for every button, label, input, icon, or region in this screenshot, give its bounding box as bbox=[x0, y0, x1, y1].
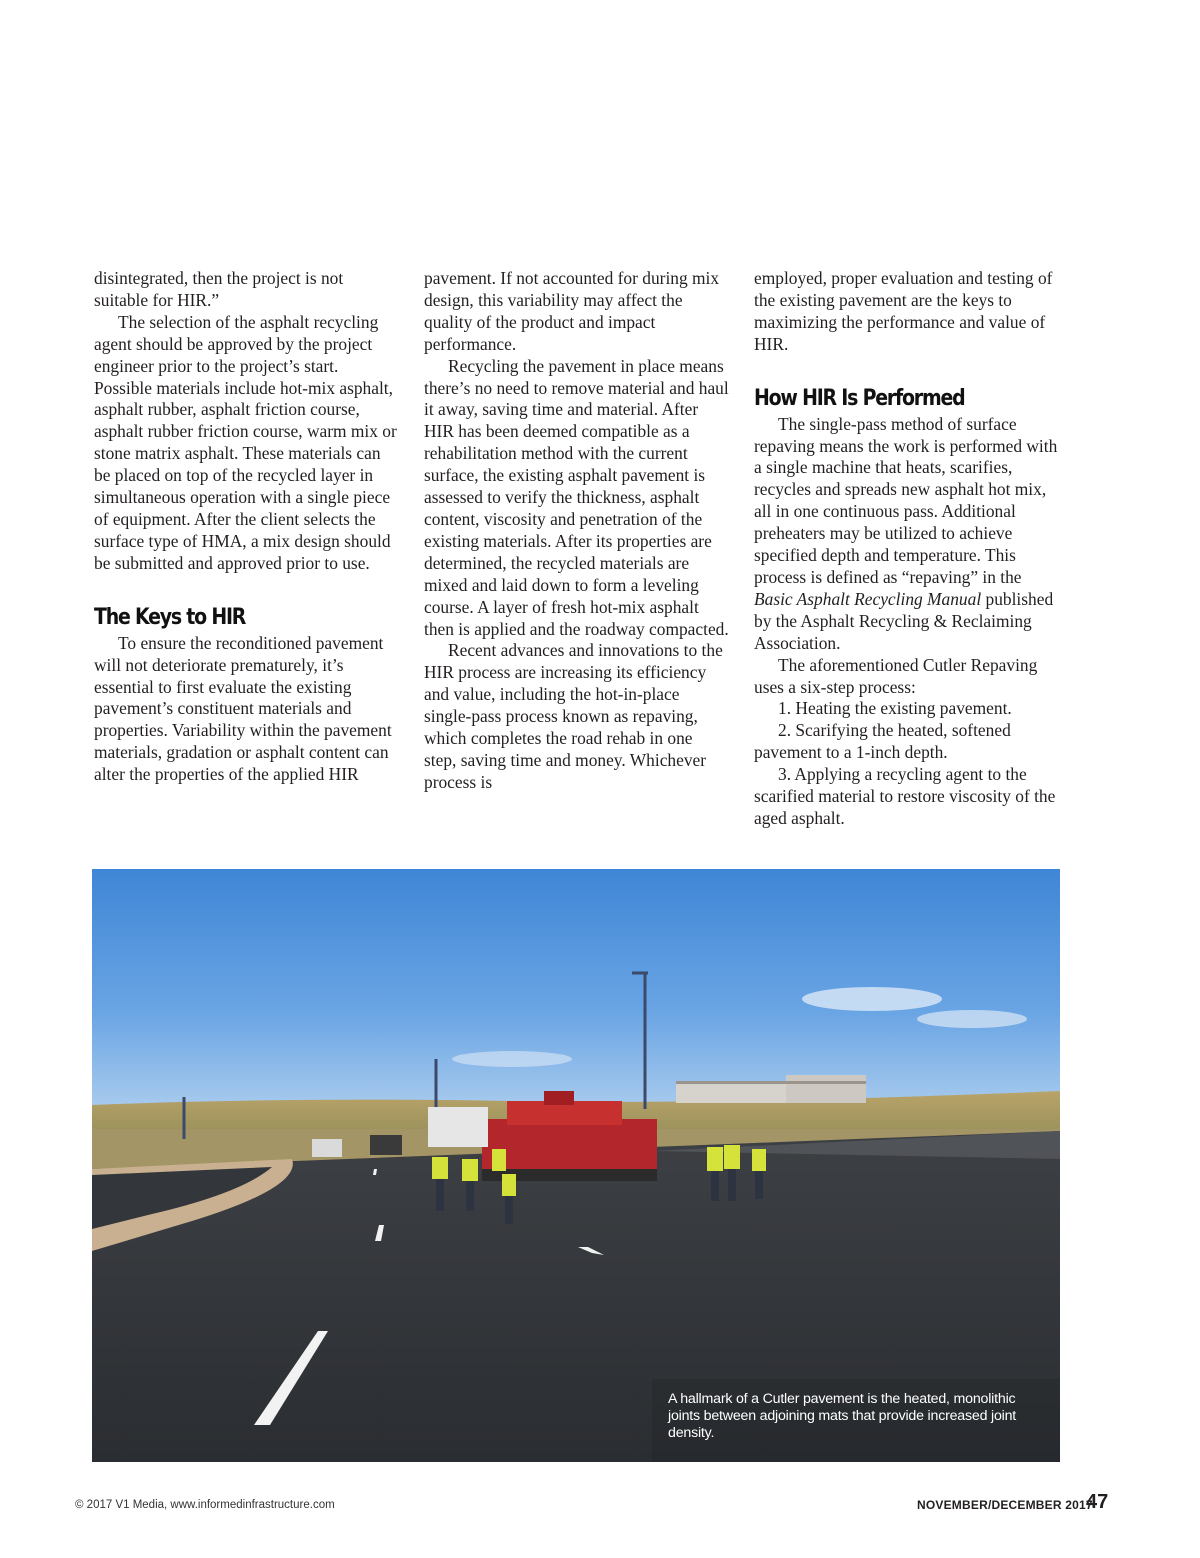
step-2: 2. Scarifying the heated, softened pavement to a 1-inch depth. bbox=[754, 720, 1011, 763]
paragraph: To ensure the reconditioned pavement will not deteriorate prematurely, it’s essential to first evaluate the existing pavement’s constituent materials and properties. Variability within the pavement materials, gradation or asphalt content can alter the properties of the applied HIR bbox=[94, 632, 392, 785]
cloud bbox=[802, 987, 942, 1011]
text-column-1 bbox=[94, 268, 399, 786]
paragraph: Recycling the pavement in place means there’s no need to remove material and haul it away, saving time and material. After HIR has been deemed compatible as a rehabilitation method with the current surface, the existing asphalt pavement is assessed to verify the thickness, asphalt content, viscosity and penetration of the existing materials. After its properties are determined, the recycled materials are mixed and laid down to form a leveling course. A layer of fresh hot-mix asphalt then is applied and the roadway compacted. bbox=[424, 355, 729, 639]
paragraph-text: The single-pass method of surface repaving means the work is performed with a single machine that heats, scarifies, recycles and spreads new asphalt hot mix, all in one continuous pass. Additional preheaters may be utilized to achieve specified depth and temperature. This process is defined as “repaving” in the bbox=[754, 413, 1058, 587]
section-heading-how: How HIR Is Performed bbox=[754, 385, 965, 411]
paragraph: pavement. If not accounted for during mix design, this variability may affect the quality of the product and impact performance. bbox=[424, 268, 720, 354]
step-3: 3. Applying a recycling agent to the scarified material to restore viscosity of the aged asphalt. bbox=[754, 764, 1056, 828]
footer-copyright: © 2017 V1 Media, www.informedinfrastructure.com bbox=[75, 1499, 335, 1511]
sky bbox=[92, 869, 1060, 1109]
paragraph: The selection of the asphalt recycling agent should be approved by the project engineer prior to the project’s start. Possible materials include hot-mix asphalt, asphalt rubber, asphalt friction course, asphalt rubber friction course, warm mix or stone matrix asphalt. These materials can be placed on top of the recycled layer in simultaneous operation with a single piece of equipment. After the client selects the surface type of HMA, a mix design should be submitted and approved prior to use. bbox=[94, 311, 397, 573]
cloud bbox=[452, 1051, 572, 1067]
road-repaving-photo bbox=[92, 869, 1060, 1462]
paragraph: employed, proper evaluation and testing of the existing pavement are the keys to maximizing the performance and value of HIR. bbox=[754, 268, 1053, 354]
step-1: 1. Heating the existing pavement. bbox=[778, 698, 1012, 719]
paragraph: disintegrated, then the project is not suitable for HIR.” bbox=[94, 268, 344, 310]
text-column-3 bbox=[754, 268, 1059, 830]
photo-illustration bbox=[92, 869, 1060, 1462]
paragraph bbox=[754, 414, 1059, 655]
section-heading-keys: The Keys to HIR bbox=[94, 604, 246, 630]
manual-title: Basic Asphalt Recycling Manual bbox=[754, 588, 982, 609]
paragraph-text: published by the Asphalt Recycling & Reclaiming Association. bbox=[754, 588, 1054, 653]
text-column-2 bbox=[424, 268, 729, 794]
photo-caption: A hallmark of a Cutler pavement is the heated, monolithic joints between adjoining mats that provide increased joint density. bbox=[668, 1391, 1017, 1441]
cloud bbox=[917, 1010, 1027, 1028]
paragraph: The aforementioned Cutler Repaving uses a six-step process: bbox=[754, 654, 1038, 697]
page-number: 47 bbox=[1086, 1491, 1109, 1513]
footer-issue: NOVEMBER/DECEMBER 2017 bbox=[917, 1498, 1093, 1512]
paragraph: Recent advances and innovations to the HIR process are increasing its efficiency and value, including the hot-in-place single-pass process known as repaving, which completes the road rehab in one step, saving time and money. Whichever process is bbox=[424, 640, 723, 792]
